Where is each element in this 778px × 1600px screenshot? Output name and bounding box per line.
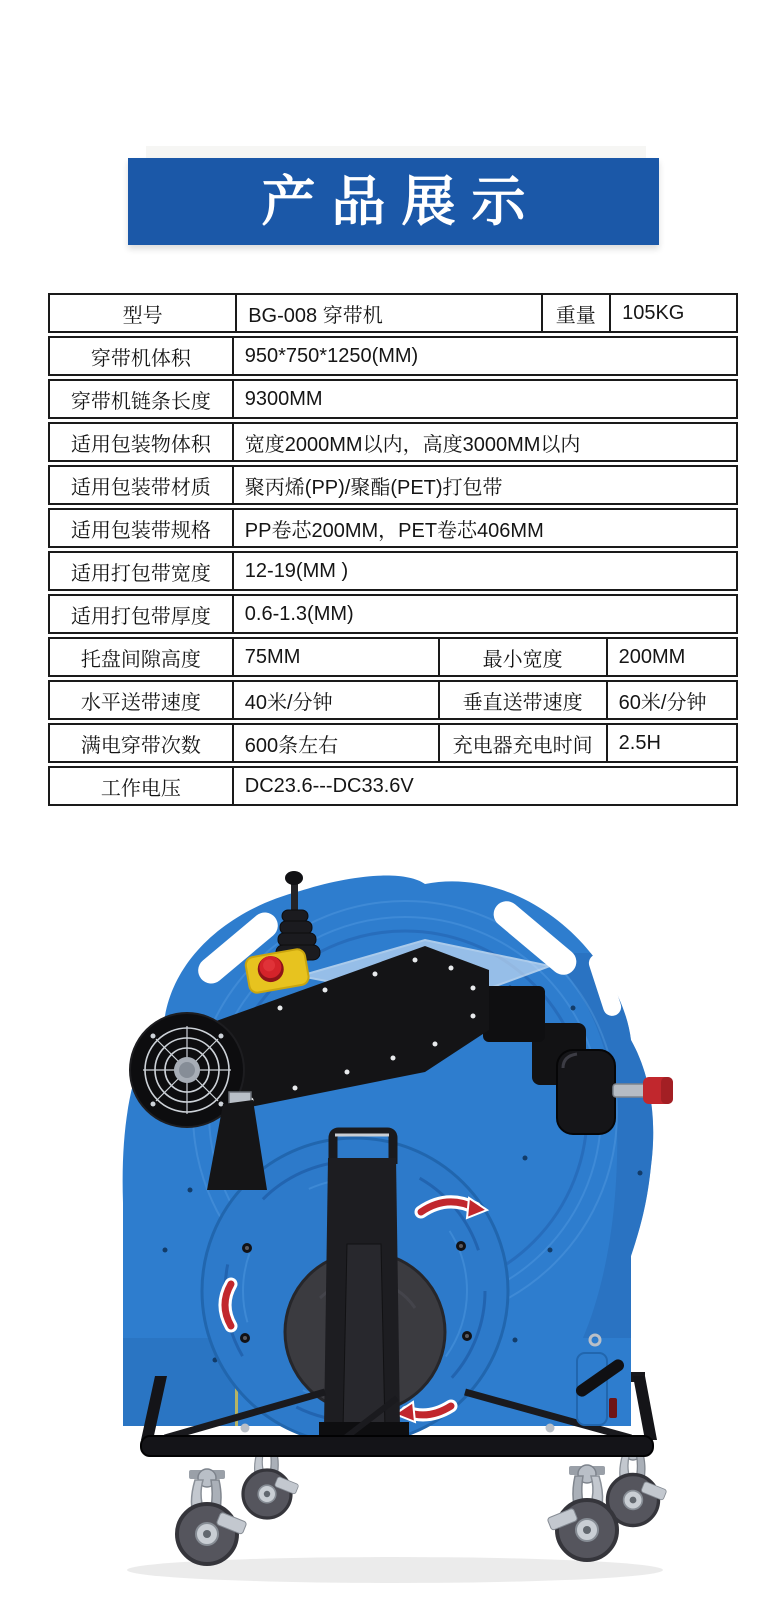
caster-wheel-front-left [177,1469,247,1564]
spec-label: 适用包装带规格 [70,519,211,542]
spec-value: 75MM [232,639,438,675]
caster-wheel-front-right [547,1465,617,1560]
spec-label: 工作电压 [100,777,181,800]
spec-label: 重量 [541,295,610,331]
spec-value: PP卷芯200MM，PET卷芯406MM [232,510,736,546]
section-banner [128,158,659,245]
section-title: 产品展示 [261,171,542,232]
table-row [48,465,738,505]
spec-label: 托盘间隙高度 [80,648,201,671]
table-row [48,551,738,591]
table-row [48,637,738,677]
spec-label: 穿带机体积 [90,347,191,370]
table-row [48,766,738,806]
spec-value: 12-19(MM ) [232,553,736,589]
spec-value: 950*750*1250(MM) [232,338,736,374]
spec-label: 最小宽度 [438,639,606,675]
trolley-front-rail [141,1436,653,1456]
spec-label: 适用包装物体积 [70,433,211,456]
spec-value: BG-008 穿带机 [235,295,540,331]
rotation-arrow [225,1284,231,1326]
spec-label: 水平送带速度 [80,691,201,714]
spec-value: 40米/分钟 [232,682,438,718]
spec-value: 宽度2000MM以内，高度3000MM以内 [232,424,736,460]
spec-value: 聚丙烯(PP)/聚酯(PET)打包带 [232,467,736,503]
spec-label: 适用包装带材质 [70,476,211,499]
spec-table [48,293,738,809]
spec-label: 适用打包带厚度 [70,605,211,628]
table-row [48,336,738,376]
banner-top-strip [146,146,646,158]
spec-label: 满电穿带次数 [80,734,201,757]
strap-winder [557,1050,673,1134]
spec-label: 型号 [122,304,163,327]
table-row [48,723,738,763]
table-row [48,508,738,548]
table-row [48,293,738,333]
spec-value: DC23.6---DC33.6V [232,768,736,804]
table-row [48,379,738,419]
crank-shaft [613,1084,647,1097]
spec-value: 0.6-1.3(MM) [232,596,736,632]
table-row [48,680,738,720]
spec-label: 充电器充电时间 [438,725,606,761]
spec-value: 105KG [609,295,736,331]
table-row [48,594,738,634]
spec-label: 穿带机链条长度 [70,390,211,413]
spec-value: 60米/分钟 [606,682,736,718]
product-photo [95,858,705,1598]
table-row [48,422,738,462]
spec-value: 2.5H [606,725,736,761]
spec-value: 200MM [606,639,736,675]
spec-label: 适用打包带宽度 [70,562,211,585]
spec-label: 垂直送带速度 [438,682,606,718]
spec-value: 600条左右 [232,725,438,761]
spec-value: 9300MM [232,381,736,417]
